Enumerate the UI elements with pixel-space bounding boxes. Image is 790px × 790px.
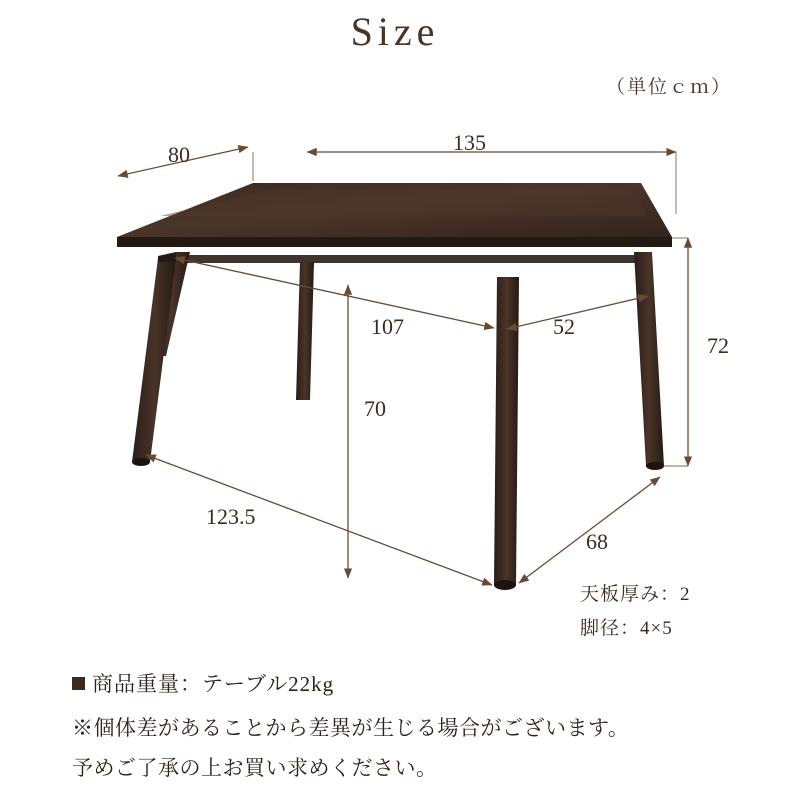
dimension-label-depth-top: 80 <box>168 142 190 167</box>
spec-leg-diameter: 脚径：4×5 <box>580 618 673 639</box>
note-line-1: ※個体差があることから差異が生じる場合がございます。 <box>72 716 630 740</box>
dimension-label-depth-apron: 52 <box>553 314 575 339</box>
note-line-2: 予めご了承の上お買い求めください。 <box>72 756 438 780</box>
spec-top-thickness: 天板厚み：2 <box>580 584 691 605</box>
dimension-label-depth-floor: 68 <box>586 529 608 554</box>
unit-note: （単位ｃｍ） <box>605 77 732 98</box>
dimension-label-width-top: 135 <box>453 130 486 155</box>
bullet-icon <box>72 677 85 690</box>
dimension-label-height-total: 72 <box>707 333 729 358</box>
dimension-label-width-apron: 107 <box>371 314 404 339</box>
dimension-label-height-under: 70 <box>364 396 386 421</box>
page-title: Size <box>350 9 440 54</box>
dimension-label-width-floor: 123.5 <box>206 504 256 529</box>
product-weight <box>72 668 334 698</box>
product-weight-text: 商品重量：テーブル22kg <box>92 672 335 696</box>
